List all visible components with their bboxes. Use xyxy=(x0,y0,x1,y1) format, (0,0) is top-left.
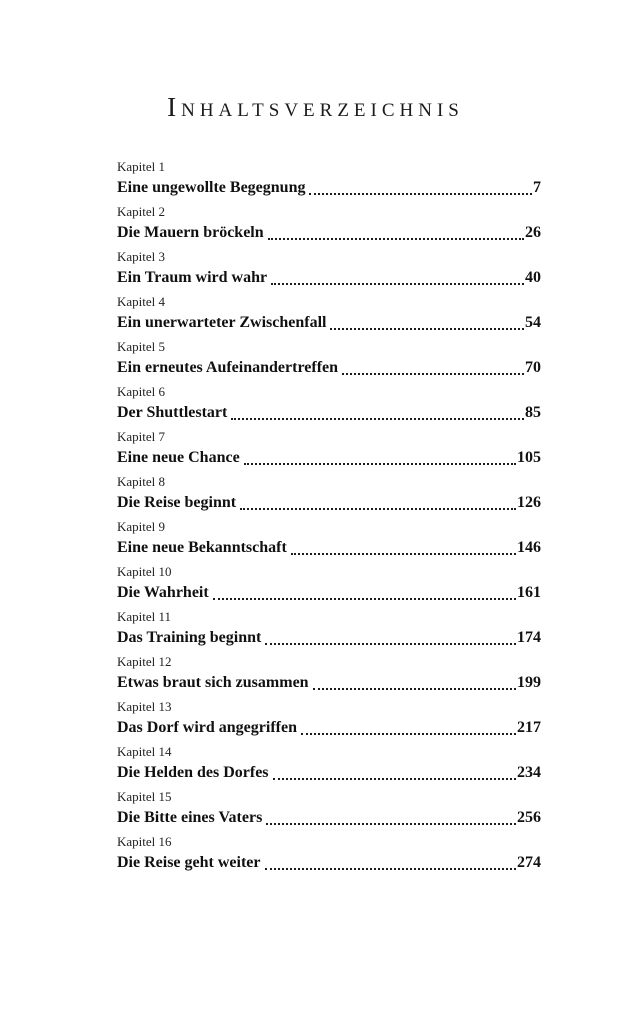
chapter-title: Das Training beginnt xyxy=(117,629,262,646)
chapter-title: Eine neue Bekanntschaft xyxy=(117,539,287,556)
dot-leader xyxy=(309,193,532,195)
dot-leader xyxy=(342,373,524,375)
toc-entry xyxy=(117,157,541,199)
chapter-label: Kapitel 12 xyxy=(117,654,172,669)
chapter-label: Kapitel 13 xyxy=(117,699,172,714)
chapter-title-row xyxy=(117,402,541,424)
chapter-label: Kapitel 11 xyxy=(117,609,172,624)
toc-entry xyxy=(117,382,541,424)
chapter-title-row xyxy=(117,852,541,874)
chapter-label: Kapitel 2 xyxy=(117,204,166,219)
chapter-label: Kapitel 3 xyxy=(117,249,166,264)
chapter-title: Die Mauern bröckeln xyxy=(117,224,264,241)
dot-leader xyxy=(213,598,516,600)
chapter-title: Ein unerwarteter Zwischenfall xyxy=(117,314,327,331)
dot-leader xyxy=(266,823,516,825)
chapter-page: 146 xyxy=(517,539,541,556)
dot-leader xyxy=(244,463,516,465)
chapter-title-row xyxy=(117,807,541,829)
chapter-title-row xyxy=(117,312,541,334)
chapter-page: 54 xyxy=(525,314,541,331)
dot-leader xyxy=(273,778,516,780)
chapter-label: Kapitel 1 xyxy=(117,159,166,174)
chapter-title-row xyxy=(117,492,541,514)
dot-leader xyxy=(271,283,524,285)
chapter-title: Die Reise geht weiter xyxy=(117,854,261,871)
chapter-title: Der Shuttlestart xyxy=(117,404,228,421)
chapter-title: Etwas braut sich zusammen xyxy=(117,674,309,691)
chapter-page: 234 xyxy=(517,764,541,781)
chapter-title: Eine ungewollte Begegnung xyxy=(117,179,306,196)
toc-entry xyxy=(117,742,541,784)
chapter-page: 40 xyxy=(525,269,541,286)
chapter-label: Kapitel 14 xyxy=(117,744,172,759)
chapter-title-row xyxy=(117,177,541,199)
chapter-page: 256 xyxy=(517,809,541,826)
chapter-page: 174 xyxy=(517,629,541,646)
dot-leader xyxy=(240,508,516,510)
toc-entry xyxy=(117,247,541,289)
chapter-title: Ein Traum wird wahr xyxy=(117,269,268,286)
chapter-title: Die Helden des Dorfes xyxy=(117,764,269,781)
chapter-page: 161 xyxy=(517,584,541,601)
chapter-label: Kapitel 9 xyxy=(117,519,166,534)
chapter-page: 85 xyxy=(525,404,541,421)
chapter-page: 70 xyxy=(525,359,541,376)
chapter-label: Kapitel 7 xyxy=(117,429,166,444)
chapter-label: Kapitel 10 xyxy=(117,564,172,579)
dot-leader xyxy=(291,553,516,555)
chapter-page: 126 xyxy=(517,494,541,511)
chapter-title: Die Bitte eines Vaters xyxy=(117,809,263,826)
chapter-label: Kapitel 6 xyxy=(117,384,166,399)
toc-entry xyxy=(117,472,541,514)
dot-leader xyxy=(313,688,516,690)
chapter-label: Kapitel 8 xyxy=(117,474,166,489)
chapter-page: 26 xyxy=(525,224,541,241)
chapter-page: 105 xyxy=(517,449,541,466)
chapter-title-row xyxy=(117,447,541,469)
toc-entry xyxy=(117,787,541,829)
toc-entry xyxy=(117,202,541,244)
chapter-title-row xyxy=(117,762,541,784)
toc-entry xyxy=(117,517,541,559)
chapter-label: Kapitel 4 xyxy=(117,294,166,309)
toc-entry xyxy=(117,697,541,739)
chapter-title-row xyxy=(117,222,541,244)
chapter-page: 217 xyxy=(517,719,541,736)
chapter-title-row xyxy=(117,537,541,559)
chapter-title-row xyxy=(117,582,541,604)
toc-entry xyxy=(117,292,541,334)
chapter-title-row xyxy=(117,672,541,694)
chapter-label: Kapitel 15 xyxy=(117,789,172,804)
chapter-title: Ein erneutes Aufeinandertreffen xyxy=(117,359,339,376)
toc-entry xyxy=(117,562,541,604)
chapter-page: 274 xyxy=(517,854,541,871)
chapter-title: Eine neue Chance xyxy=(117,449,240,466)
chapter-title: Das Dorf wird angegriffen xyxy=(117,719,297,736)
toc-entry xyxy=(117,607,541,649)
toc-entry xyxy=(117,337,541,379)
toc-entry xyxy=(117,427,541,469)
toc-list xyxy=(117,157,541,874)
dot-leader xyxy=(265,643,516,645)
chapter-title-row xyxy=(117,627,541,649)
chapter-title-row xyxy=(117,267,541,289)
dot-leader xyxy=(330,328,524,330)
chapter-title: Die Reise beginnt xyxy=(117,494,237,511)
page-title: Inhaltsverzeichnis xyxy=(167,92,464,122)
chapter-label: Kapitel 5 xyxy=(117,339,166,354)
chapter-title-row xyxy=(117,717,541,739)
chapter-label: Kapitel 16 xyxy=(117,834,172,849)
dot-leader xyxy=(301,733,516,735)
toc-entry xyxy=(117,832,541,874)
chapter-page: 7 xyxy=(533,179,541,196)
toc-entry xyxy=(117,652,541,694)
chapter-title-row xyxy=(117,357,541,379)
chapter-page: 199 xyxy=(517,674,541,691)
dot-leader xyxy=(231,418,524,420)
dot-leader xyxy=(265,868,517,870)
chapter-title: Die Wahrheit xyxy=(117,584,209,601)
dot-leader xyxy=(268,238,524,240)
